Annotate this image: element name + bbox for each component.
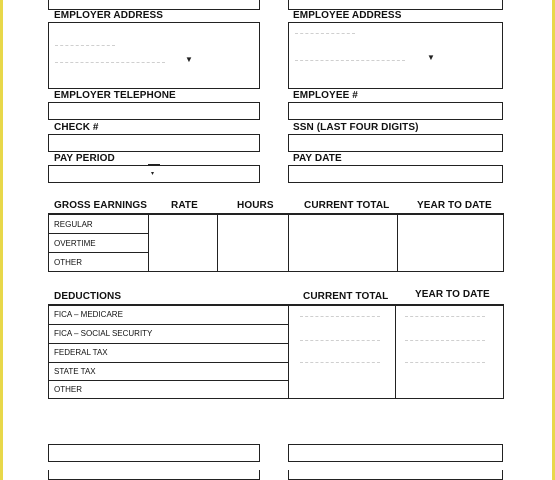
page-frame-left [0, 0, 3, 480]
check-number-field[interactable] [48, 134, 260, 152]
earnings-table [48, 213, 504, 272]
employee-number-label: EMPLOYEE # [293, 90, 358, 101]
hours-column-header: HOURS [237, 200, 274, 211]
deduction-guide [300, 316, 380, 317]
year-to-date-column-header: YEAR TO DATE [417, 200, 492, 211]
deductions-col-divider-2 [395, 305, 396, 398]
employer-address-guide-2 [55, 62, 165, 63]
employee-number-field[interactable] [288, 102, 503, 120]
deductions-row-divider-1 [48, 324, 288, 325]
employee-state-dropdown-icon[interactable]: ▼ [427, 53, 435, 62]
gross-earnings-header: GROSS EARNINGS [54, 200, 148, 211]
pay-date-label: PAY DATE [293, 153, 342, 164]
pay-period-label: PAY PERIOD [54, 153, 115, 164]
bottom-left-field[interactable] [48, 444, 260, 462]
earnings-row-overtime: OVERTIME [54, 239, 96, 248]
deduction-row-social-security: FICA – SOCIAL SECURITY [54, 329, 153, 338]
deductions-row-divider-2 [48, 343, 288, 344]
bottom-right-edge [288, 470, 289, 480]
earnings-row-regular: REGULAR [54, 220, 93, 229]
deduction-guide [405, 340, 485, 341]
earnings-col-divider-2 [217, 214, 218, 271]
employer-telephone-label: EMPLOYER TELEPHONE [54, 90, 176, 101]
current-total-column-header: CURRENT TOTAL [304, 200, 390, 211]
earnings-col-divider-1 [148, 214, 149, 271]
employer-address-field[interactable] [48, 22, 260, 89]
bottom-left-edge-r [259, 470, 260, 480]
employer-name-box[interactable] [48, 0, 260, 10]
deduction-row-medicare: FICA – MEDICARE [54, 310, 123, 319]
pay-period-dropdown-icon[interactable]: ▾ [151, 171, 155, 177]
earnings-col-divider-3 [288, 214, 289, 271]
bottom-left-edge [48, 470, 49, 480]
deductions-current-total-header: CURRENT TOTAL [303, 291, 389, 302]
rate-column-header: RATE [171, 200, 198, 211]
deductions-header: DEDUCTIONS [54, 291, 122, 302]
employee-address-label: EMPLOYEE ADDRESS [293, 10, 402, 21]
deductions-row-divider-3 [48, 362, 288, 363]
deductions-col-divider-1 [288, 305, 289, 398]
deduction-guide [300, 340, 380, 341]
deduction-guide [300, 362, 380, 363]
earnings-row-divider-2 [48, 252, 148, 253]
bottom-right-edge-r [502, 470, 503, 480]
deduction-row-state-tax: STATE TAX [54, 367, 96, 376]
ssn-label: SSN (LAST FOUR DIGITS) [293, 122, 419, 133]
employer-state-dropdown-icon[interactable]: ▼ [185, 55, 193, 64]
employee-name-box[interactable] [288, 0, 503, 10]
deductions-year-to-date-header: YEAR TO DATE [415, 289, 490, 300]
employer-telephone-field[interactable] [48, 102, 260, 120]
employer-address-label: EMPLOYER ADDRESS [54, 10, 164, 21]
ssn-field[interactable] [288, 134, 503, 152]
check-number-label: CHECK # [54, 122, 99, 133]
earnings-col-divider-4 [397, 214, 398, 271]
pay-period-range-dash [148, 164, 160, 165]
deductions-row-divider-4 [48, 380, 288, 381]
employee-address-guide [295, 33, 355, 34]
deduction-guide [405, 316, 485, 317]
employee-address-guide-2 [295, 60, 405, 61]
earnings-row-divider-1 [48, 233, 148, 234]
employer-address-guide [55, 45, 115, 46]
pay-date-field[interactable] [288, 165, 503, 183]
earnings-row-other: OTHER [54, 258, 82, 267]
deduction-row-other: OTHER [54, 385, 82, 394]
deduction-row-federal-tax: FEDERAL TAX [54, 348, 108, 357]
bottom-right-field[interactable] [288, 444, 503, 462]
deduction-guide [405, 362, 485, 363]
